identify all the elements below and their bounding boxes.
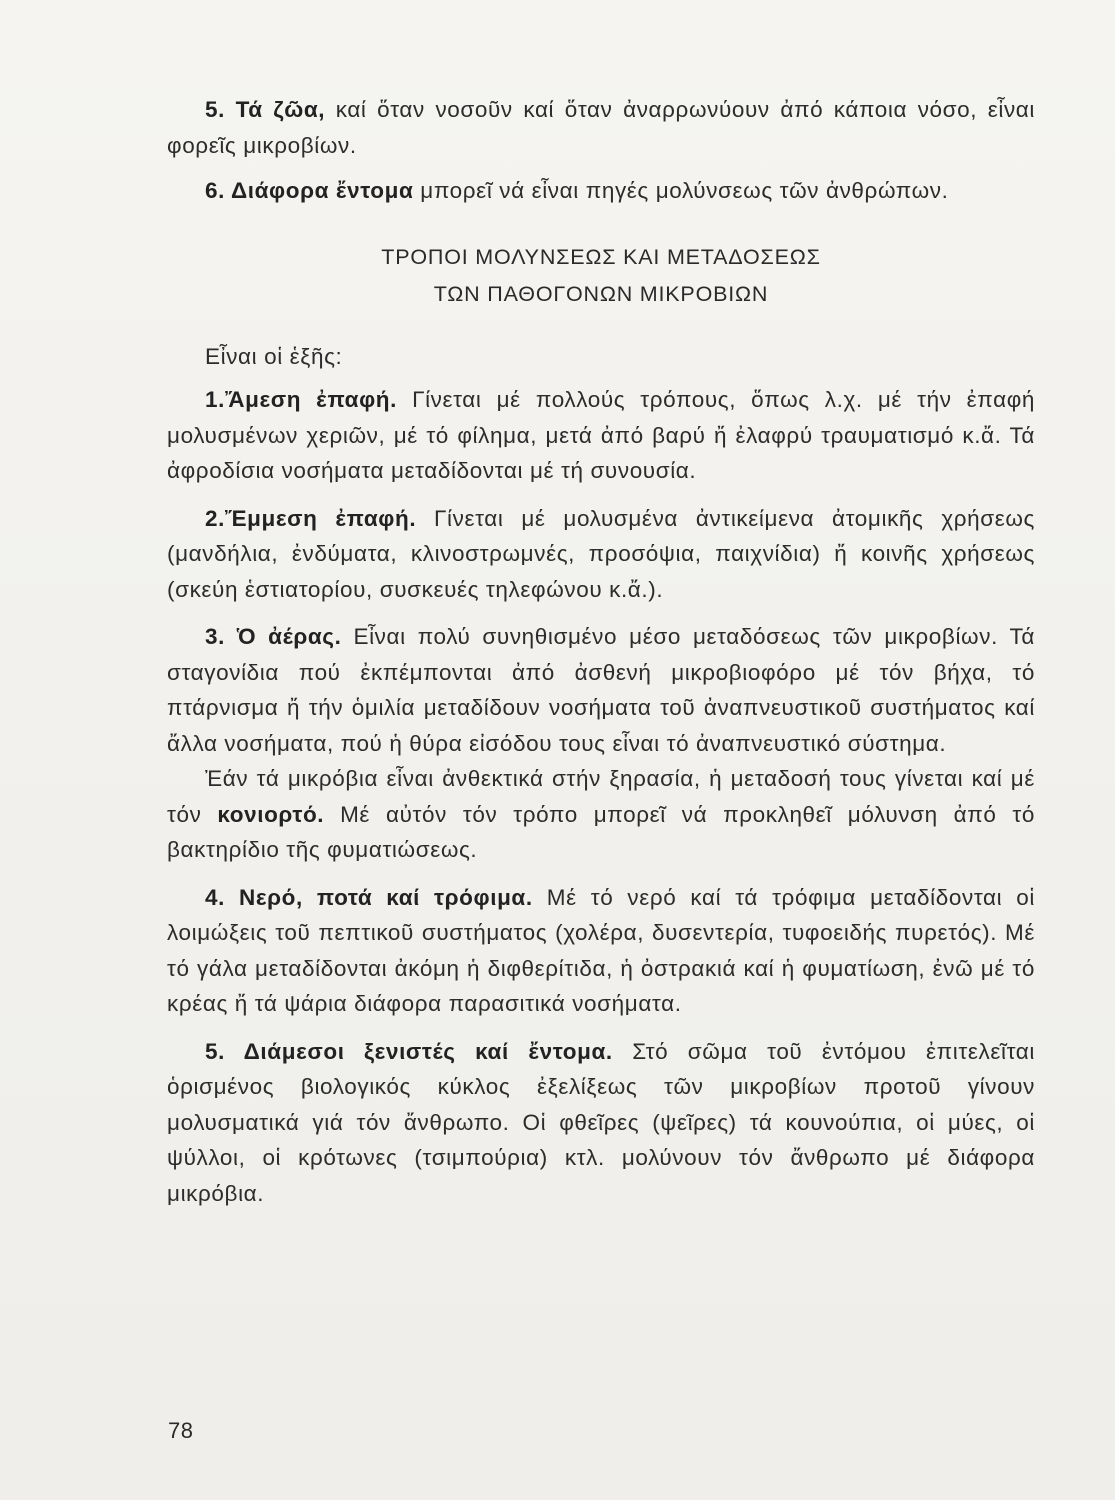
section-heading xyxy=(167,239,1035,313)
paragraph-dust xyxy=(167,761,1035,868)
item-title: Ὁ ἀέρας. xyxy=(236,624,342,649)
paragraph-animals xyxy=(167,92,1035,163)
item-title: Τά ζῶα, xyxy=(235,97,326,122)
item-title: Ἄμεση ἐπαφή. xyxy=(224,387,397,412)
item-title: Νερό, ποτά καί τρόφιμα. xyxy=(239,884,533,910)
item-title: Ἔμμεση ἐπαφή. xyxy=(224,505,417,531)
dust-text-after: Μέ αὐτόν τόν τρόπο μπορεῖ νά προκληθεῖ μόλυνση ἀπό τό βακτηρίδιο τῆς φυματιώσεως. xyxy=(167,801,1035,862)
item-text: Μέ τό νερό καί τά τρόφιμα μεταδίδονται οἱ λοιμώξεις τοῦ πεπτικοῦ συστήματος (χολέρα, δυσεντερία, τυφοειδής πυρετός). Μέ τό γάλα μεταδίδονται ἀκόμη ἡ διφθερίτιδα, ἡ ὀστρακιά καί ἡ φυματίωση, ἐνῶ μέ τό κρέας ἤ τά ψάρια διάφορα παρασιτικά νοσήματα. xyxy=(167,884,1035,1016)
item-number: 5. xyxy=(205,97,225,122)
item-text: Γίνεται μέ πολλούς τρόπους, ὅπως λ.χ. μέ τήν ἐπαφή μολυσμένων χεριῶν, μέ τό φίλημα, μετά ἀπό βαρύ ἤ ἐλαφρύ τραυματισμό κ.ἄ. Τά ἀφροδίσια νοσήματα μεταδίδονται μέ τή συνουσία. xyxy=(167,387,1035,483)
heading-line-1: ΤΡΟΠΟΙ ΜΟΛΥΝΣΕΩΣ ΚΑΙ ΜΕΤΑΔΟΣΕΩΣ xyxy=(381,244,821,269)
item-title: Διάφορα ἔντομα xyxy=(231,178,414,203)
heading-line-2: ΤΩΝ ΠΑΘΟΓΟΝΩΝ ΜΙΚΡΟΒΙΩΝ xyxy=(433,281,769,306)
paragraph-water-food xyxy=(167,880,1035,1022)
item-number: 2. xyxy=(205,505,225,531)
item-number: 6. xyxy=(205,178,225,203)
dust-text-before: Ἐάν τά μικρόβια εἶναι ἀνθεκτικά στήν ξηρασία, ἡ μεταδοσή τους γίνεται καί μέ τόν xyxy=(167,766,1035,827)
intro-line: Εἶναι οἱ ἑξῆς: xyxy=(205,343,343,369)
item-text: καί ὅταν νοσοῦν καί ὅταν ἀναρρωνύουν ἀπό κάποια νόσο, εἶναι φορεῖς μικροβίων. xyxy=(167,97,1035,158)
item-text: Γίνεται μέ μολυσμένα ἀντικείμενα ἀτομικῆς χρήσεως (μανδήλια, ἐνδύματα, κλινοστρωμνές, προσόψια, παιχνίδια) ἤ κοινῆς χρήσεως (σκεύη ἑστιατορίου, συσκευές τηλεφώνου κ.ἄ.). xyxy=(167,505,1035,602)
item-title: Διάμεσοι ξενιστές καί ἔντομα. xyxy=(243,1038,613,1064)
item-number: 1. xyxy=(205,387,225,412)
item-number: 4. xyxy=(205,884,225,910)
dust-bold: κονιορτό. xyxy=(217,801,325,827)
item-text: Εἶναι πολύ συνηθισμένο μέσο μεταδόσεως τῶν μικροβίων. Τά σταγονίδια πού ἐκπέμπονται ἀπό ἀσθενή μικροβιοφόρο μέ τόν βήχα, τό πτάρνισμα ἤ τήν ὁμιλία μεταδίδουν νοσήματα τοῦ ἀναπνευστικοῦ συστήματος καί ἄλλα νοσήματα, πού ἡ θύρα εἰσόδου τους εἶναι τό ἀναπνευστικό σύστημα. xyxy=(167,624,1035,756)
page-text xyxy=(167,92,1035,1211)
page-number: 78 xyxy=(168,1418,194,1443)
paragraph-air xyxy=(167,619,1035,761)
paragraph-hosts-insects xyxy=(167,1034,1035,1212)
paragraph-insects xyxy=(167,173,1035,209)
paragraph-indirect-contact xyxy=(167,501,1035,608)
item-number: 3. xyxy=(205,624,225,649)
item-text: μπορεῖ νά εἶναι πηγές μολύνσεως τῶν ἀνθρώπων. xyxy=(413,178,949,203)
item-number: 5. xyxy=(205,1038,225,1064)
item-text: Στό σῶμα τοῦ ἐντόμου ἐπιτελεῖται ὁρισμένος βιολογικός κύκλος ἐξελίξεως τῶν μικροβίων προτοῦ γίνουν μολυσματικά γιά τόν ἄνθρωπο. Οἱ φθεῖρες (ψεῖρες) τά κουνούπια, οἱ μύες, οἱ ψύλλοι, οἱ κρότωνες (τσιμπούρια) κτλ. μολύνουν τόν ἄνθρωπο μέ διάφορα μικρόβια. xyxy=(167,1038,1035,1206)
paragraph-direct-contact xyxy=(167,382,1035,489)
